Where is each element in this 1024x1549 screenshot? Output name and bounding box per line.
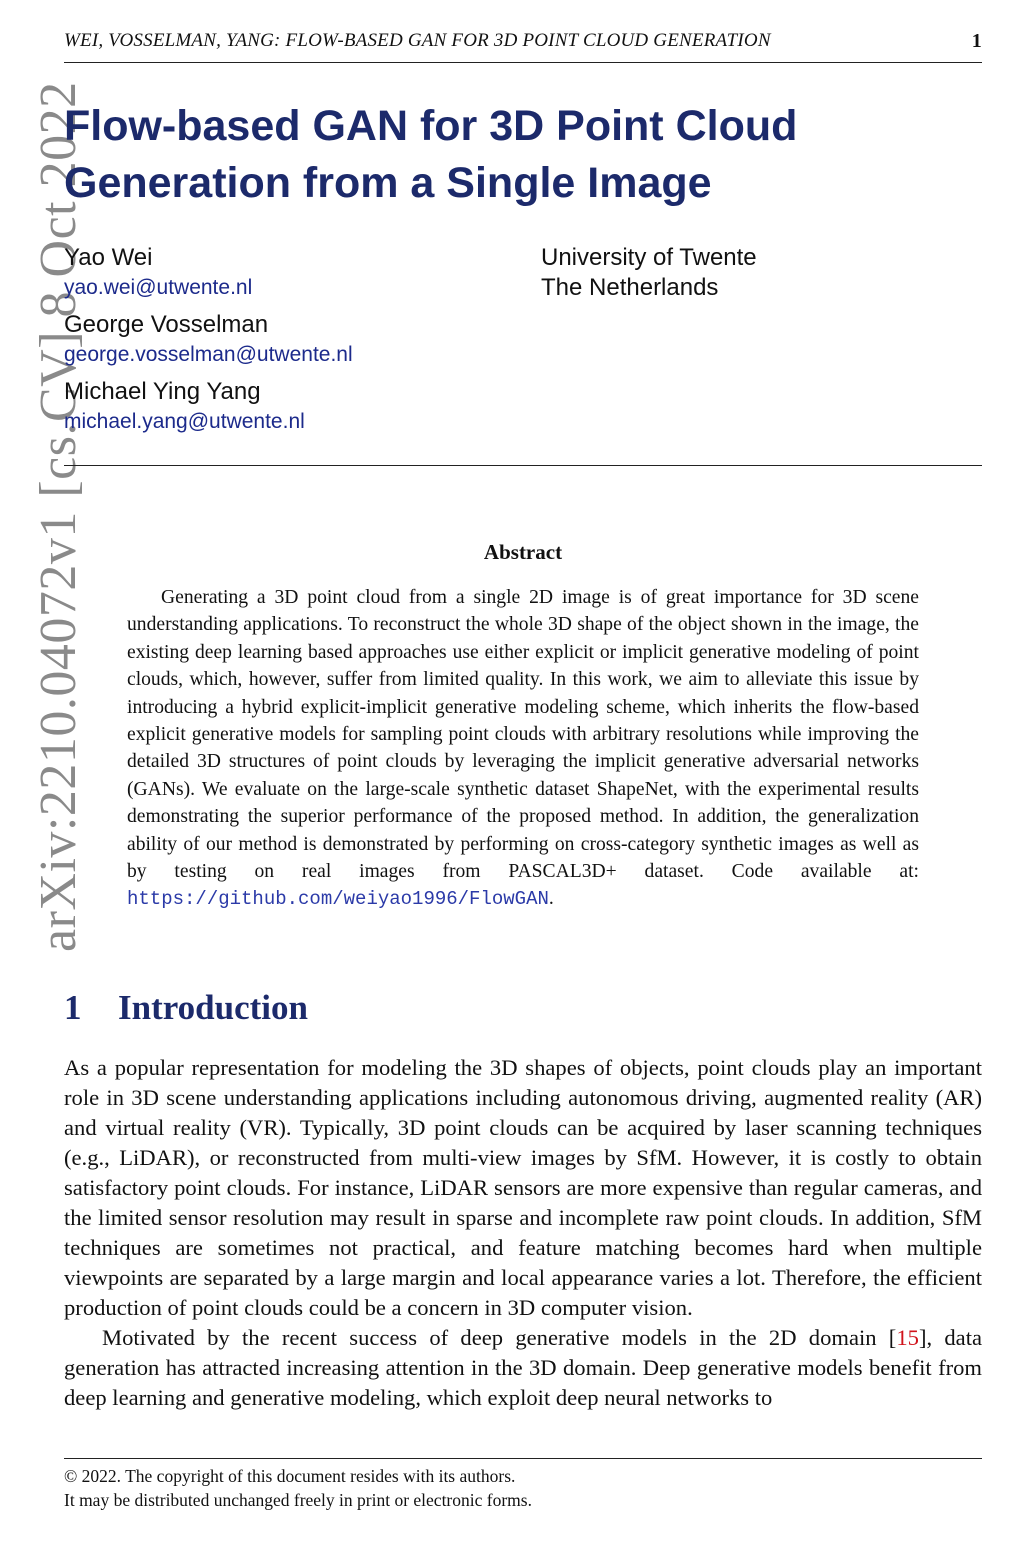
header-rule [64, 62, 982, 63]
author-email-link[interactable]: michael.yang@utwente.nl [64, 410, 305, 433]
title-line-1: Flow-based GAN for 3D Point Cloud [64, 102, 798, 150]
intro-paragraph-2 [64, 1323, 982, 1413]
running-header [64, 27, 982, 55]
intro-p2-text-cont: ], data generation has attracted increasing attention in the 3D domain. Deep generative models benefit from deep learning and generative modeling, which exploit deep neural networks to [64, 1325, 983, 1410]
author-name: Michael Ying Yang [64, 378, 261, 405]
section-title: Introduction [118, 988, 308, 1027]
copyright-line: © 2022. The copyright of this document resides with its authors. [64, 1466, 516, 1486]
abstract-end: . [548, 888, 554, 910]
author-block-rule [64, 465, 982, 466]
abstract-text: Generating a 3D point cloud from a single 2D image is of great importance for 3D scene understanding applications. To reconstruct the whole 3D shape of the object shown in the image, the existing deep learning based approaches use either explicit or implicit generative modeling of point clouds, which, however, suffer from limited quality. In this work, we aim to alleviate this issue by introducing a hybrid explicit-implicit generative modeling scheme, which inherits the flow-based explicit generative models for sampling point clouds with arbitrary resolutions while improving the detailed 3D structures of point clouds by leveraging the implicit generative adversarial networks (GANs). We evaluate on the large-scale synthetic dataset ShapeNet, with the experimental results demonstrating the superior performance of the proposed method. In addition, the generalization ability of our method is demonstrated by performing on cross-category synthetic images as well as by testing on real images from PASCAL3D+ dataset. Code available at: [127, 587, 919, 883]
section-number: 1 [64, 988, 82, 1027]
code-link[interactable]: https://github.com/weiyao1996/FlowGAN [127, 888, 549, 911]
author-email-link[interactable]: yao.wei@utwente.nl [64, 276, 253, 299]
running-title: WEI, VOSSELMAN, YANG: FLOW-BASED GAN FOR 3D POINT CLOUD GENERATION [64, 30, 771, 51]
intro-p2-text: Motivated by the recent success of deep generative models in the 2D domain [ [102, 1325, 897, 1350]
abstract-body [127, 584, 919, 914]
paper-title [64, 98, 944, 212]
arxiv-stamp[interactable]: arXiv:2210.04072v1 [cs.CV] 8 Oct 2022 [30, 81, 87, 952]
intro-paragraph-1: As a popular representation for modeling the 3D shapes of objects, point clouds play an important role in 3D scene understanding applications including autonomous driving, augmented reality (AR) and virtual reality (VR). Typically, 3D point clouds can be acquired by laser scanning techniques (e.g., LiDAR), or reconstructed from multi-view images by SfM. However, it is costly to obtain satisfactory point clouds. For instance, LiDAR sensors are more expensive than regular cameras, and the limited sensor resolution may result in sparse and incomplete raw point clouds. In addition, SfM techniques are sometimes not practical, and feature matching becomes hard when multiple viewpoints are separated by a large margin and local appearance varies a lot. Therefore, the efficient production of point clouds could be a concern in 3D computer vision. [64, 1055, 982, 1320]
author-email-link[interactable]: george.vosselman@utwente.nl [64, 343, 353, 366]
author-name: George Vosselman [64, 311, 269, 338]
footer-rule [64, 1458, 982, 1459]
intro-body [64, 1053, 982, 1413]
abstract-heading: Abstract [483, 540, 563, 564]
title-line-2: Generation from a Single Image [64, 159, 712, 207]
section-heading [64, 984, 308, 1032]
author-name: Yao Wei [64, 244, 153, 271]
page-number: 1 [971, 29, 982, 52]
distribution-line: It may be distributed unchanged freely in print or electronic forms. [64, 1490, 532, 1510]
affiliation-country: The Netherlands [541, 274, 719, 301]
copyright-footer [64, 1464, 982, 1512]
citation-link[interactable]: 15 [896, 1325, 919, 1350]
affiliation-university: University of Twente [541, 244, 757, 271]
